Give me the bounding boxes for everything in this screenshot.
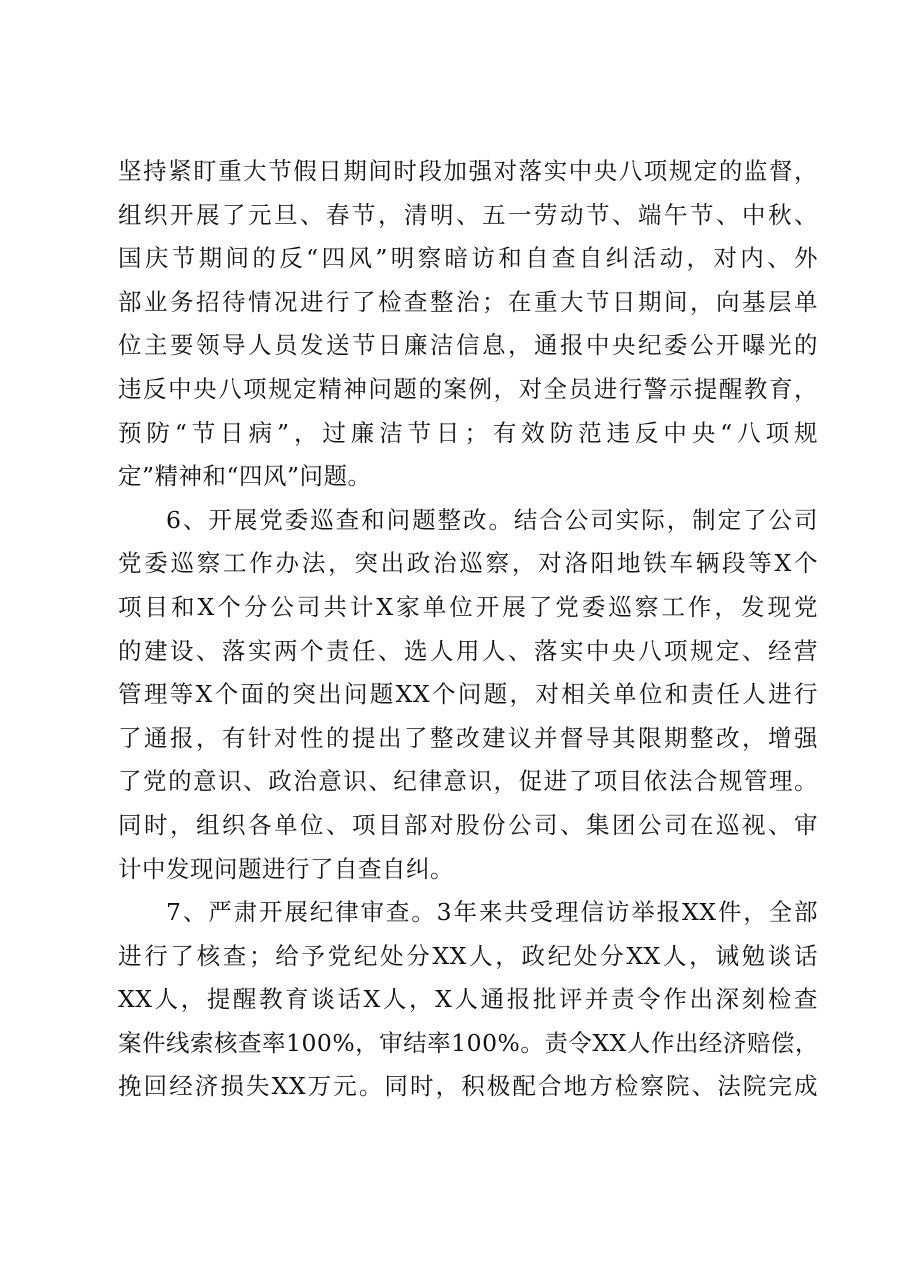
text-line: 位主要领导人员发送节日廉洁信息，通报中央纪委公开曝光的	[118, 331, 818, 360]
text-line: 挽回经济损失XX万元。同时，积极配合地方检察院、法院完成	[118, 1072, 818, 1101]
text-line: 的建设、落实两个责任、选人用人、落实中央八项规定、经营	[118, 636, 818, 665]
text-line: 了党的意识、政治意识、纪律意识，促进了项目依法合规管理。	[118, 767, 818, 796]
text-line: 国庆节期间的反“四风”明察暗访和自查自纠活动，对内、外	[118, 244, 818, 273]
text-line: 管理等X个面的突出问题XX个问题，对相关单位和责任人进行	[118, 680, 818, 709]
paragraph-7-first-line: 7、严肃开展纪律审查。3年来共受理信访举报XX件，全部	[166, 898, 818, 927]
text-line: 了通报，有针对性的提出了整改建议并督导其限期整改，增强	[118, 723, 818, 752]
text-line: 计中发现问题进行了自查自纠。	[118, 854, 454, 883]
text-line: 进行了核查；给予党纪处分XX人，政纪处分XX人，诫勉谈话	[118, 941, 818, 970]
paragraph-6-first-line: 6、开展党委巡查和问题整改。结合公司实际，制定了公司	[166, 505, 818, 534]
text-line: 定”精神和“四风”问题。	[118, 462, 372, 491]
text-line: 同时，组织各单位、项目部对股份公司、集团公司在巡视、审	[118, 810, 818, 839]
text-line: 项目和X个分公司共计X家单位开展了党委巡察工作，发现党	[118, 592, 818, 621]
text-line: 党委巡察工作办法，突出政治巡察，对洛阳地铁车辆段等X个	[118, 549, 818, 578]
text-line: 案件线索核查率100%，审结率100%。责令XX人作出经济赔偿，	[118, 1028, 819, 1057]
text-line: 组织开展了元旦、春节，清明、五一劳动节、端午节、中秋、	[118, 200, 818, 229]
document-body	[118, 150, 818, 1109]
text-line: XX人，提醒教育谈话X人，X人通报批评并责令作出深刻检查	[118, 985, 818, 1014]
text-line: 违反中央八项规定精神问题的案例，对全员进行警示提醒教育，	[118, 374, 818, 403]
text-line: 部业务招待情况进行了检查整治；在重大节日期间，向基层单	[118, 287, 818, 316]
text-line: 预防“节日病”，过廉洁节日；有效防范违反中央“八项规	[118, 418, 818, 447]
text-line: 坚持紧盯重大节假日期间时段加强对落实中央八项规定的监督，	[118, 157, 818, 185]
